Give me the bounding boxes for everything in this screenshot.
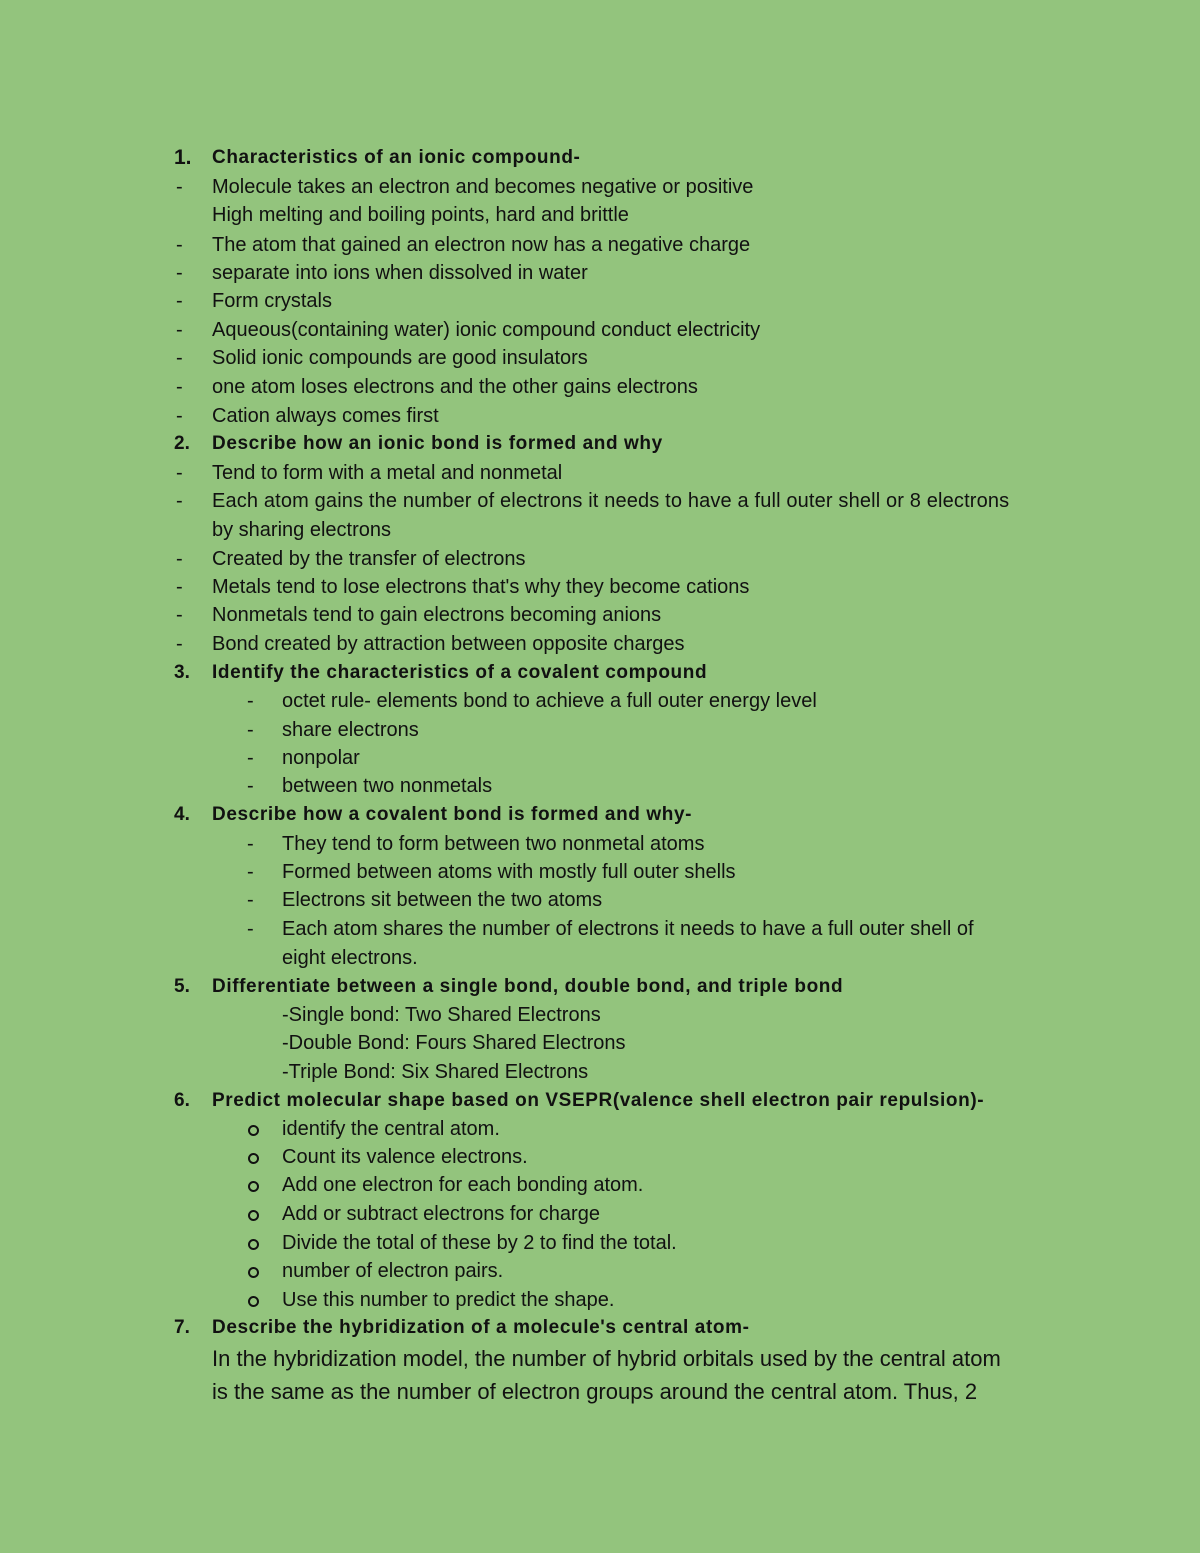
list-item: Solid ionic compounds are good insulators [212,347,588,369]
dash-bullet: - [176,319,183,341]
dash-bullet: - [176,604,183,626]
list-item: Each atom shares the number of electrons it needs to have a full outer shell of [282,918,974,940]
list-item: octet rule- elements bond to achieve a full outer energy level [282,690,817,712]
section-number: 2. [174,433,190,454]
list-item: Metals tend to lose electrons that's why they become cations [212,576,750,598]
paragraph-line: is the same as the number of electron groups around the central atom. Thus, 2 [212,1379,978,1404]
dash-bullet: - [176,490,183,512]
list-item: Created by the transfer of electrons [212,548,526,570]
list-item: -Double Bond: Fours Shared Electrons [282,1032,626,1054]
paragraph-line: In the hybridization model, the number of hybrid orbitals used by the central atom [212,1346,1001,1371]
list-item: Add one electron for each bonding atom. [282,1174,644,1196]
dash-bullet: - [247,775,254,797]
circle-bullet-icon [248,1239,259,1250]
dash-bullet: - [176,376,183,398]
list-item: The atom that gained an electron now has a negative charge [212,234,751,256]
list-item: Aqueous(containing water) ionic compound conduct electricity [212,319,761,341]
dash-bullet: - [176,347,183,369]
list-item: -Single bond: Two Shared Electrons [282,1004,601,1026]
list-item: High melting and boiling points, hard and brittle [212,204,629,226]
list-item: eight electrons. [282,947,418,969]
section-number: 7. [174,1317,190,1338]
dash-bullet: - [176,262,183,284]
list-item: number of electron pairs. [282,1260,504,1282]
dash-bullet: - [247,690,254,712]
dash-bullet: - [247,918,254,940]
list-item: between two nonmetals [282,775,493,797]
circle-bullet-icon [248,1181,259,1192]
section-heading: Differentiate between a single bond, double bond, and triple bond [212,976,844,997]
list-item: Form crystals [212,290,332,312]
list-item: nonpolar [282,747,360,769]
circle-bullet-icon [248,1210,259,1221]
circle-bullet-icon [248,1296,259,1307]
list-item: Add or subtract electrons for charge [282,1203,600,1225]
list-item: Count its valence electrons. [282,1146,528,1168]
section-heading: Predict molecular shape based on VSEPR(valence shell electron pair repulsion)- [212,1090,985,1111]
list-item: Electrons sit between the two atoms [282,889,603,911]
dash-bullet: - [176,633,183,655]
dash-bullet: - [176,234,183,256]
dash-bullet: - [176,176,183,198]
list-item: Cation always comes first [212,405,439,427]
circle-bullet-icon [248,1267,259,1278]
section-heading: Describe how an ionic bond is formed and why [212,433,663,454]
section-number: 1. [174,146,192,169]
section-number: 3. [174,662,190,683]
section-heading: Characteristics of an ionic compound- [212,147,581,168]
list-item: by sharing electrons [212,519,391,541]
list-item: Molecule takes an electron and becomes negative or positive [212,176,754,198]
dash-bullet: - [176,405,183,427]
list-item: Bond created by attraction between opposite charges [212,633,685,655]
dash-bullet: - [176,290,183,312]
section-heading: Describe how a covalent bond is formed and why- [212,804,693,825]
list-item: Formed between atoms with mostly full outer shells [282,861,736,883]
dash-bullet: - [247,747,254,769]
section-number: 5. [174,976,190,997]
dash-bullet: - [247,719,254,741]
list-item: identify the central atom. [282,1118,500,1140]
dash-bullet: - [176,576,183,598]
list-item: They tend to form between two nonmetal atoms [282,833,705,855]
list-item: separate into ions when dissolved in water [212,262,588,284]
circle-bullet-icon [248,1153,259,1164]
circle-bullet-icon [248,1125,259,1136]
list-item: share electrons [282,719,419,741]
list-item: -Triple Bond: Six Shared Electrons [282,1061,589,1083]
dash-bullet: - [176,548,183,570]
dash-bullet: - [247,889,254,911]
dash-bullet: - [247,861,254,883]
list-item: Each atom gains the number of electrons it needs to have a full outer shell or 8 electrons [212,490,1010,512]
dash-bullet: - [247,833,254,855]
list-item: Tend to form with a metal and nonmetal [212,462,563,484]
section-heading: Identify the characteristics of a covalent compound [212,662,708,683]
list-item: Nonmetals tend to gain electrons becoming anions [212,604,662,626]
list-item: one atom loses electrons and the other gains electrons [212,376,698,398]
list-item: Divide the total of these by 2 to find the total. [282,1232,677,1254]
list-item: Use this number to predict the shape. [282,1289,615,1311]
dash-bullet: - [176,462,183,484]
section-number: 4. [174,804,190,825]
section-heading: Describe the hybridization of a molecule's central atom- [212,1317,750,1338]
section-number: 6. [174,1090,190,1111]
